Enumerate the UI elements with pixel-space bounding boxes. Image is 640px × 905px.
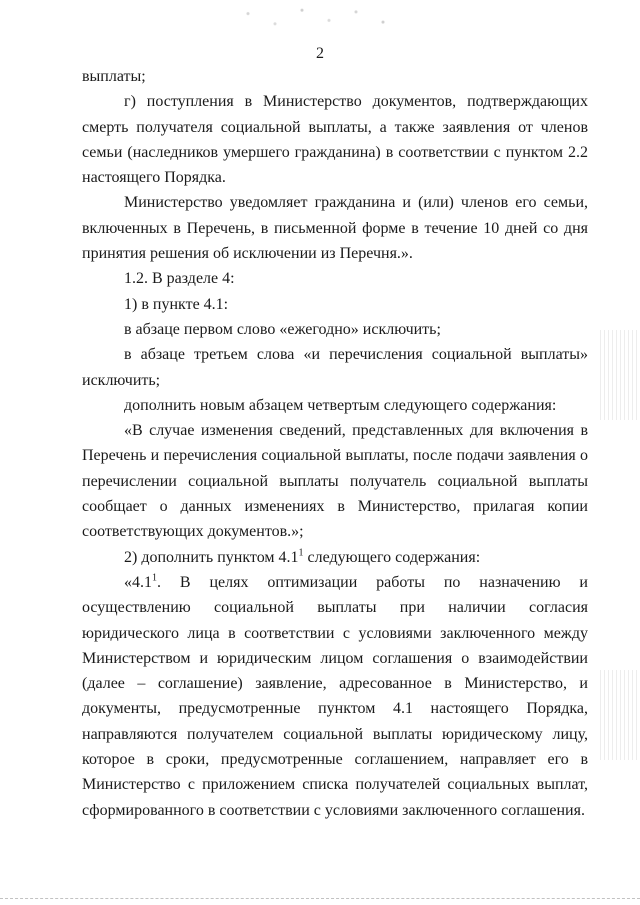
paragraph-third-abzac: в абзаце третьем слова «и перечисления социальной выплаты» исключить;	[82, 346, 588, 389]
paragraph-add-fourth-abzac: дополнить новым абзацем четвертым следующего содержания:	[124, 396, 557, 414]
paragraph-item-g: г) поступления в Министерство документов, подтверждающих смерть получателя социальной выплаты, а также заявления от членов семьи (наследников умершего гражданина) в соответствии с пунктом 2.2 настоящего Порядка.	[82, 93, 588, 187]
paragraph-notification: Министерство уведомляет гражданина и (или) членов его семьи, включенных в Перечень, в письменной форме в течение 10 дней со дня принятия решения об исключении из Перечня.».	[82, 194, 588, 263]
paragraph-first-abzac: в абзаце первом слово «ежегодно» исключить;	[124, 320, 441, 338]
scan-artifact	[600, 330, 640, 420]
paragraph-subitem-2	[82, 545, 588, 570]
document-body	[82, 64, 588, 823]
paragraph-quoted-change: «В случае изменения сведений, представленных для включения в Перечень и перечисления социальной выплаты, после подачи заявления о перечислении социальной выплаты получатель социальной выплаты сообщает о данных изменениях в Министерство, прилагая копии соответствующих документов.»;	[82, 422, 588, 541]
paragraph-point-4-1-1	[82, 570, 588, 823]
scan-artifact	[230, 0, 410, 34]
paragraph-section-heading: 1.2. В разделе 4:	[124, 270, 235, 288]
superscript-index: 1	[298, 547, 304, 559]
point-4-1-1-number: «4.1	[124, 573, 152, 591]
superscript-index: 1	[152, 572, 157, 584]
point-4-1-1-text: . В целях оптимизации работы по назначению и осуществлению социальной выплаты при наличии согласия юридического лица в соответствии с условиями заключенного между Министерством и юридическим лицом соглашения о взаимодействии (далее – соглашение) заявление, адресованное в Министерство, и документы, предусмотренные пунктом 4.1 настоящего Порядка, направляются получателем социальной выплаты юридическому лицу, которое в сроки, предусмотренные соглашением, направляет его в Министерство с приложением списка получателей социальных выплат, сформированного в соответствии с условиями заключенного соглашения.	[82, 573, 588, 819]
page-bottom-edge	[0, 898, 640, 899]
page-number: 2	[316, 45, 324, 62]
subitem-2-text-tail: следующего содержания:	[303, 548, 481, 566]
scan-artifact	[600, 670, 640, 760]
paragraph-continuation: выплаты;	[82, 68, 146, 85]
paragraph-subitem-1: 1) в пункте 4.1:	[124, 295, 229, 313]
subitem-2-text: 2) дополнить пунктом 4.1	[124, 548, 299, 566]
